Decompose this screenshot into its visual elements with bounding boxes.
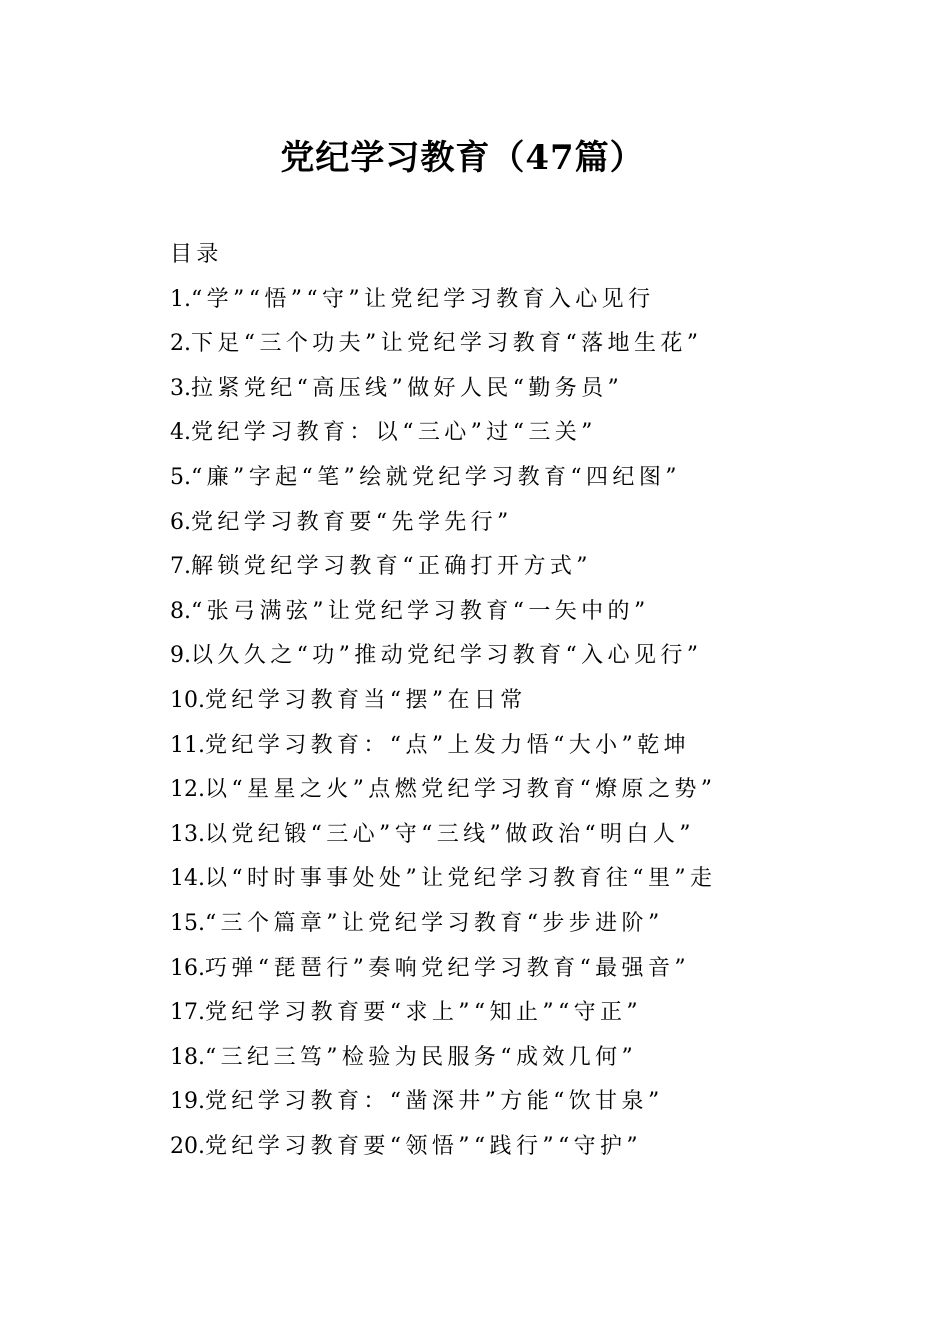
toc-item-number: 19. bbox=[170, 1089, 205, 1115]
toc-item bbox=[170, 902, 890, 947]
toc-item-text: 党纪学习教育：“点”上发力悟“大小”乾坤 bbox=[205, 732, 690, 758]
toc-item bbox=[170, 679, 890, 724]
toc-item bbox=[170, 991, 890, 1036]
document-title: 党纪学习教育（47篇） bbox=[280, 138, 645, 178]
toc-item bbox=[170, 456, 890, 501]
toc-item bbox=[170, 813, 890, 858]
toc-item-text: 以久久之“功”推动党纪学习教育“入心见行” bbox=[191, 643, 703, 669]
toc-item-number: 9. bbox=[170, 643, 191, 669]
toc-item-text: “廉”字起“笔”绘就党纪学习教育“四纪图” bbox=[191, 464, 681, 490]
toc-item-number: 5. bbox=[170, 464, 191, 490]
toc-item bbox=[170, 501, 890, 546]
toc-item-number: 10. bbox=[170, 687, 205, 713]
toc-item bbox=[170, 411, 890, 456]
toc-item-text: 党纪学习教育：以“三心”过“三关” bbox=[191, 420, 597, 446]
toc-item-number: 13. bbox=[170, 821, 205, 847]
toc-item-text: 党纪学习教育要“求上”“知止”“守正” bbox=[205, 1000, 643, 1026]
toc-item-number: 4. bbox=[170, 420, 191, 446]
toc-item-number: 14. bbox=[170, 866, 205, 892]
toc-item-number: 12. bbox=[170, 777, 205, 803]
toc-item-text: “张弓满弦”让党纪学习教育“一矢中的” bbox=[191, 598, 650, 624]
toc-item bbox=[170, 1036, 890, 1081]
toc-item-text: 以“星星之火”点燃党纪学习教育“燎原之势” bbox=[205, 777, 717, 803]
toc-item-number: 2. bbox=[170, 331, 191, 357]
toc-item-text: 下足“三个功夫”让党纪学习教育“落地生花” bbox=[191, 331, 703, 357]
toc-item-number: 3. bbox=[170, 375, 191, 401]
toc-item-text: 拉紧党纪“高压线”做好人民“勤务员” bbox=[191, 375, 624, 401]
toc-item-text: 党纪学习教育当“摆”在日常 bbox=[205, 687, 527, 713]
toc-item-number: 6. bbox=[170, 509, 191, 535]
toc-item-text: “学”“悟”“守”让党纪学习教育入心见行 bbox=[191, 286, 655, 312]
toc-item-number: 16. bbox=[170, 955, 205, 981]
toc-item bbox=[170, 724, 890, 769]
toc-item bbox=[170, 947, 890, 992]
toc-item-number: 17. bbox=[170, 1000, 205, 1026]
toc-item-text: 党纪学习教育要“先学先行” bbox=[191, 509, 513, 535]
toc-item bbox=[170, 857, 890, 902]
toc-item-number: 1. bbox=[170, 286, 191, 312]
toc-item bbox=[170, 1080, 890, 1125]
toc-item-number: 15. bbox=[170, 910, 205, 936]
toc-item bbox=[170, 768, 890, 813]
toc-item bbox=[170, 590, 890, 635]
toc-item-text: 党纪学习教育：“凿深井”方能“饮甘泉” bbox=[205, 1089, 664, 1115]
toc-item-text: 以“时时事事处处”让党纪学习教育往“里”走 bbox=[205, 866, 717, 892]
toc-item-number: 20. bbox=[170, 1133, 205, 1159]
toc-item bbox=[170, 1125, 890, 1170]
toc-item bbox=[170, 278, 890, 323]
toc-item-number: 8. bbox=[170, 598, 191, 624]
toc-item-text: 解锁党纪学习教育“正确打开方式” bbox=[191, 554, 592, 580]
toc-item bbox=[170, 634, 890, 679]
toc-item-text: 党纪学习教育要“领悟”“践行”“守护” bbox=[205, 1133, 643, 1159]
toc-item-text: 巧弹“琵琶行”奏响党纪学习教育“最强音” bbox=[205, 955, 690, 981]
toc-item-number: 7. bbox=[170, 554, 191, 580]
toc-item-number: 11. bbox=[170, 732, 205, 758]
toc-item bbox=[170, 367, 890, 412]
toc-list bbox=[170, 278, 890, 1170]
toc-heading: 目录 bbox=[170, 242, 223, 267]
toc-item bbox=[170, 545, 890, 590]
toc-item-text: 以党纪锻“三心”守“三线”做政治“明白人” bbox=[205, 821, 695, 847]
toc-item-number: 18. bbox=[170, 1044, 205, 1070]
toc-item-text: “三个篇章”让党纪学习教育“步步进阶” bbox=[205, 910, 664, 936]
toc-item-text: “三纪三笃”检验为民服务“成效几何” bbox=[205, 1044, 638, 1070]
table-of-contents bbox=[170, 233, 890, 1169]
toc-item bbox=[170, 322, 890, 367]
